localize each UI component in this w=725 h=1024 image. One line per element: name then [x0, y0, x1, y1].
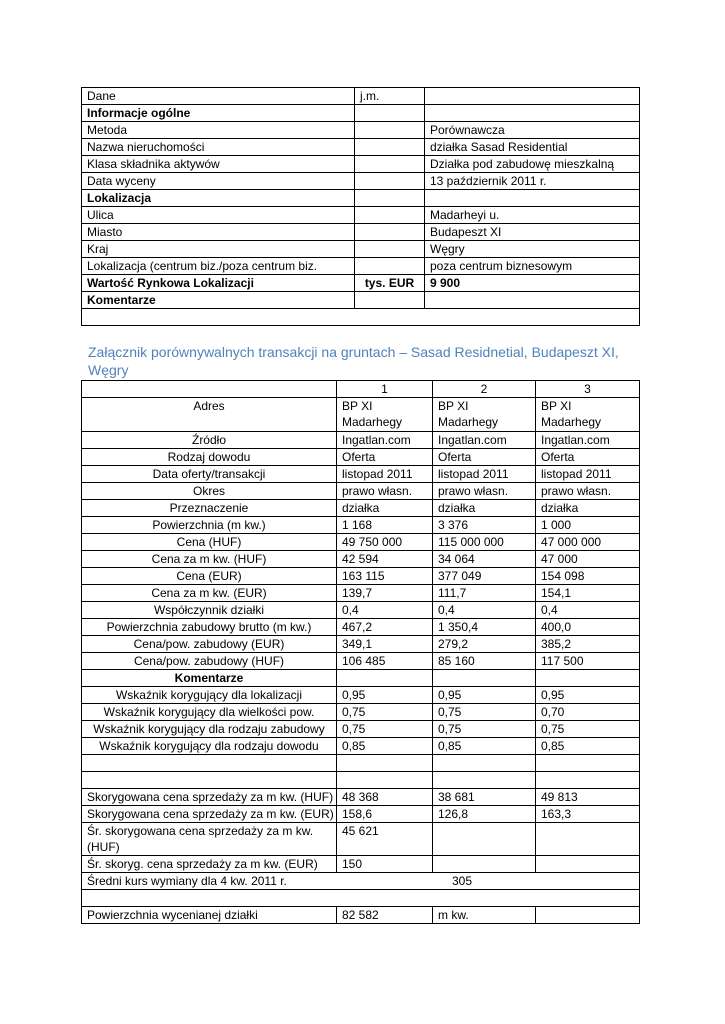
- row-value: Działka pod zabudowę mieszkalną: [425, 156, 640, 173]
- row-unit: [355, 224, 425, 241]
- empty-cell: [433, 823, 536, 856]
- table-row: [82, 721, 640, 738]
- row-value: 154,1: [536, 585, 640, 602]
- fx-label: Średni kurs wymiany dla 4 kw. 2011 r.: [87, 874, 287, 888]
- empty-row: [82, 309, 640, 326]
- row-label: Wskaźnik korygujący dla wielkości pow.: [82, 704, 337, 721]
- area-unit: m kw.: [433, 907, 536, 924]
- row-unit: [355, 173, 425, 190]
- table-row: [82, 636, 640, 653]
- row-value: 0,4: [337, 602, 433, 619]
- empty-cell: [337, 670, 433, 687]
- address-label: Adres: [82, 398, 337, 432]
- row-value: listopad 2011: [536, 466, 640, 483]
- empty-cell: [337, 755, 433, 772]
- row-value: działka: [337, 500, 433, 517]
- row-value: 49 813: [536, 789, 640, 806]
- row-value: działka Sasad Residential: [425, 139, 640, 156]
- column-header-row: [82, 381, 640, 398]
- row-value: 9 900: [425, 275, 640, 292]
- avg-huf-value: 45 621: [337, 823, 433, 856]
- table-row: [82, 687, 640, 704]
- row-label: Komentarze: [82, 292, 355, 309]
- row-value: Madarheyi u.: [425, 207, 640, 224]
- fx-row: [82, 873, 640, 890]
- row-label: Wskaźnik korygujący dla rodzaju zabudowy: [82, 721, 337, 738]
- row-label: Rodzaj dowodu: [82, 449, 337, 466]
- row-label: Cena (HUF): [82, 534, 337, 551]
- empty-cell: [82, 755, 337, 772]
- row-value: 47 000 000: [536, 534, 640, 551]
- row-label: Lokalizacja (centrum biz./poza centrum biz.: [82, 258, 355, 275]
- row-value: 0,95: [536, 687, 640, 704]
- row-value: 115 000 000: [433, 534, 536, 551]
- row-value: 349,1: [337, 636, 433, 653]
- table-row: [82, 173, 640, 190]
- row-label: Skorygowana cena sprzedaży za m kw. (EUR): [82, 806, 337, 823]
- row-label: Cena za m kw. (EUR): [82, 585, 337, 602]
- row-unit: [355, 156, 425, 173]
- table-row: [82, 806, 640, 823]
- table-row: [82, 432, 640, 449]
- row-value: 158,6: [337, 806, 433, 823]
- row-value: 48 368: [337, 789, 433, 806]
- comments-section: [82, 670, 640, 687]
- empty-cell: [433, 670, 536, 687]
- comparables-body: [82, 381, 640, 432]
- empty-cell: [337, 772, 433, 789]
- table-row: [82, 292, 640, 309]
- row-unit: [355, 122, 425, 139]
- row-unit: [355, 258, 425, 275]
- row-value: prawo własn.: [337, 483, 433, 500]
- row-value: [425, 292, 640, 309]
- table-row: [82, 275, 640, 292]
- avg-huf-label: Śr. skorygowana cena sprzedaży za m kw. (HUF): [82, 823, 337, 856]
- row-unit: [355, 139, 425, 156]
- table-row: [82, 789, 640, 806]
- row-value: 139,7: [337, 585, 433, 602]
- table-row: [82, 653, 640, 670]
- row-label: Cena za m kw. (HUF): [82, 551, 337, 568]
- row-label: Cena (EUR): [82, 568, 337, 585]
- row-value: 47 000: [536, 551, 640, 568]
- row-value: 106 485: [337, 653, 433, 670]
- row-value: Oferta: [433, 449, 536, 466]
- table-row: [82, 122, 640, 139]
- row-value: 0,75: [433, 704, 536, 721]
- row-label: Cena/pow. zabudowy (HUF): [82, 653, 337, 670]
- table-row: [82, 500, 640, 517]
- empty-cell: [536, 823, 640, 856]
- row-value: listopad 2011: [337, 466, 433, 483]
- empty-cell: [536, 755, 640, 772]
- row-label: Miasto: [82, 224, 355, 241]
- table-row: [82, 534, 640, 551]
- area-row: [82, 907, 640, 924]
- address-cell: [536, 398, 640, 432]
- row-value: 0,70: [536, 704, 640, 721]
- empty-row: [82, 755, 640, 772]
- empty-header-cell: [82, 381, 337, 398]
- table-row: [82, 568, 640, 585]
- row-value: 377 049: [433, 568, 536, 585]
- row-value: 85 160: [433, 653, 536, 670]
- empty-cell: [82, 309, 640, 326]
- fx-value: 305: [452, 874, 473, 888]
- row-value: [425, 190, 640, 207]
- avg-eur-row: [82, 856, 640, 873]
- row-value: 1 168: [337, 517, 433, 534]
- table-row: [82, 224, 640, 241]
- table-row: [82, 258, 640, 275]
- row-value: 0,75: [433, 721, 536, 738]
- row-label: Nazwa nieruchomości: [82, 139, 355, 156]
- property-info-body: [82, 88, 640, 326]
- row-value: Oferta: [536, 449, 640, 466]
- row-label: Wskaźnik korygujący dla lokalizacji: [82, 687, 337, 704]
- row-value: 0,85: [337, 738, 433, 755]
- empty-cell: [82, 772, 337, 789]
- table-row: [82, 190, 640, 207]
- table-row: [82, 156, 640, 173]
- row-value: 154 098: [536, 568, 640, 585]
- empty-cell: [536, 772, 640, 789]
- row-value: prawo własn.: [536, 483, 640, 500]
- fx-cell: [82, 873, 640, 890]
- table-row: [82, 139, 640, 156]
- address-cell: [337, 398, 433, 432]
- table-row: [82, 466, 640, 483]
- header-value: [425, 88, 640, 105]
- address-line: Madarhegy: [438, 415, 499, 429]
- empty-cell: [433, 755, 536, 772]
- row-value: 0,95: [337, 687, 433, 704]
- address-line: Madarhegy: [342, 415, 403, 429]
- address-line: BP XI: [342, 399, 373, 413]
- table-row: [82, 207, 640, 224]
- address-line: BP XI: [438, 399, 469, 413]
- row-unit: [355, 207, 425, 224]
- row-label: Metoda: [82, 122, 355, 139]
- comments-label: Komentarze: [82, 670, 337, 687]
- empty-cell: [433, 772, 536, 789]
- row-label: Lokalizacja: [82, 190, 355, 207]
- appendix-caption: Załącznik porównywalnych transakcji na gruntach – Sasad Residnetial, Budapeszt XI, Węgry: [88, 344, 619, 378]
- row-label: Źródło: [82, 432, 337, 449]
- row-label: Wartość Rynkowa Lokalizacji: [82, 275, 355, 292]
- empty-row: [82, 772, 640, 789]
- row-label: Skorygowana cena sprzedaży za m kw. (HUF): [82, 789, 337, 806]
- table-row: [82, 602, 640, 619]
- table-row: [82, 241, 640, 258]
- row-value: 163,3: [536, 806, 640, 823]
- table-row: [82, 449, 640, 466]
- comparables-rows: [82, 432, 640, 670]
- row-value: 126,8: [433, 806, 536, 823]
- row-label: Przeznaczenie: [82, 500, 337, 517]
- row-value: Oferta: [337, 449, 433, 466]
- row-value: 279,2: [433, 636, 536, 653]
- table-row: [82, 483, 640, 500]
- row-value: 0,95: [433, 687, 536, 704]
- property-info-table: [81, 87, 640, 326]
- header-label: Dane: [82, 88, 355, 105]
- row-value: 467,2: [337, 619, 433, 636]
- row-label: Ulica: [82, 207, 355, 224]
- row-value: 0,75: [337, 704, 433, 721]
- row-unit: [355, 241, 425, 258]
- row-value: 163 115: [337, 568, 433, 585]
- row-value: poza centrum biznesowym: [425, 258, 640, 275]
- row-value: 111,7: [433, 585, 536, 602]
- row-value: [425, 105, 640, 122]
- row-value: 1 350,4: [433, 619, 536, 636]
- row-unit: [355, 292, 425, 309]
- row-value: działka: [433, 500, 536, 517]
- row-value: Budapeszt XI: [425, 224, 640, 241]
- row-label: Data wyceny: [82, 173, 355, 190]
- row-value: 49 750 000: [337, 534, 433, 551]
- address-line: Madarhegy: [541, 415, 602, 429]
- address-cell: [433, 398, 536, 432]
- row-label: Kraj: [82, 241, 355, 258]
- address-row: [82, 398, 640, 432]
- row-label: Cena/pow. zabudowy (EUR): [82, 636, 337, 653]
- comparables-table: [81, 380, 640, 924]
- empty-row: [82, 890, 640, 907]
- address-line: BP XI: [541, 399, 572, 413]
- table-row: [82, 619, 640, 636]
- row-value: 34 064: [433, 551, 536, 568]
- table-row: [82, 585, 640, 602]
- row-label: Współczynnik działki: [82, 602, 337, 619]
- column-number: 1: [337, 381, 433, 398]
- table-header-row: [82, 88, 640, 105]
- row-label: Klasa składnika aktywów: [82, 156, 355, 173]
- avg-eur-label: Śr. skoryg. cena sprzedaży za m kw. (EUR): [82, 856, 337, 873]
- header-unit: j.m.: [355, 88, 425, 105]
- row-value: listopad 2011: [433, 466, 536, 483]
- row-unit: [355, 190, 425, 207]
- empty-cell: [536, 856, 640, 873]
- area-label: Powierzchnia wycenianej działki: [82, 907, 337, 924]
- table-row: [82, 738, 640, 755]
- empty-cell: [536, 670, 640, 687]
- row-label: Powierzchnia (m kw.): [82, 517, 337, 534]
- table-row: [82, 105, 640, 122]
- avg-huf-row: [82, 823, 640, 856]
- spacer-rows: [82, 755, 640, 789]
- row-value: 0,4: [433, 602, 536, 619]
- area-value: 82 582: [337, 907, 433, 924]
- empty-cell: [536, 907, 640, 924]
- row-value: Ingatlan.com: [337, 432, 433, 449]
- row-label: Okres: [82, 483, 337, 500]
- row-label: Powierzchnia zabudowy brutto (m kw.): [82, 619, 337, 636]
- row-value: prawo własn.: [433, 483, 536, 500]
- row-value: 13 październik 2011 r.: [425, 173, 640, 190]
- row-value: Ingatlan.com: [433, 432, 536, 449]
- row-value: Porównawcza: [425, 122, 640, 139]
- row-value: 0,4: [536, 602, 640, 619]
- empty-cell: [433, 856, 536, 873]
- row-unit: tys. EUR: [355, 275, 425, 292]
- table-row: [82, 551, 640, 568]
- row-value: 38 681: [433, 789, 536, 806]
- row-value: Ingatlan.com: [536, 432, 640, 449]
- row-value: 400,0: [536, 619, 640, 636]
- column-number: 3: [536, 381, 640, 398]
- adjusted-price-rows: [82, 789, 640, 823]
- adjustment-rows: [82, 687, 640, 755]
- row-value: 0,75: [536, 721, 640, 738]
- row-label: Informacje ogólne: [82, 105, 355, 122]
- summary-rows: [82, 823, 640, 924]
- row-value: 42 594: [337, 551, 433, 568]
- row-value: 1 000: [536, 517, 640, 534]
- row-value: 117 500: [536, 653, 640, 670]
- avg-eur-value: 150: [337, 856, 433, 873]
- comments-row: [82, 670, 640, 687]
- empty-cell: [82, 890, 640, 907]
- row-value: 385,2: [536, 636, 640, 653]
- column-number: 2: [433, 381, 536, 398]
- row-label: Data oferty/transakcji: [82, 466, 337, 483]
- row-value: 0,85: [536, 738, 640, 755]
- row-value: 0,75: [337, 721, 433, 738]
- row-value: 3 376: [433, 517, 536, 534]
- row-value: Węgry: [425, 241, 640, 258]
- row-unit: [355, 105, 425, 122]
- row-value: działka: [536, 500, 640, 517]
- table-row: [82, 704, 640, 721]
- row-label: Wskaźnik korygujący dla rodzaju dowodu: [82, 738, 337, 755]
- table-row: [82, 517, 640, 534]
- row-value: 0,85: [433, 738, 536, 755]
